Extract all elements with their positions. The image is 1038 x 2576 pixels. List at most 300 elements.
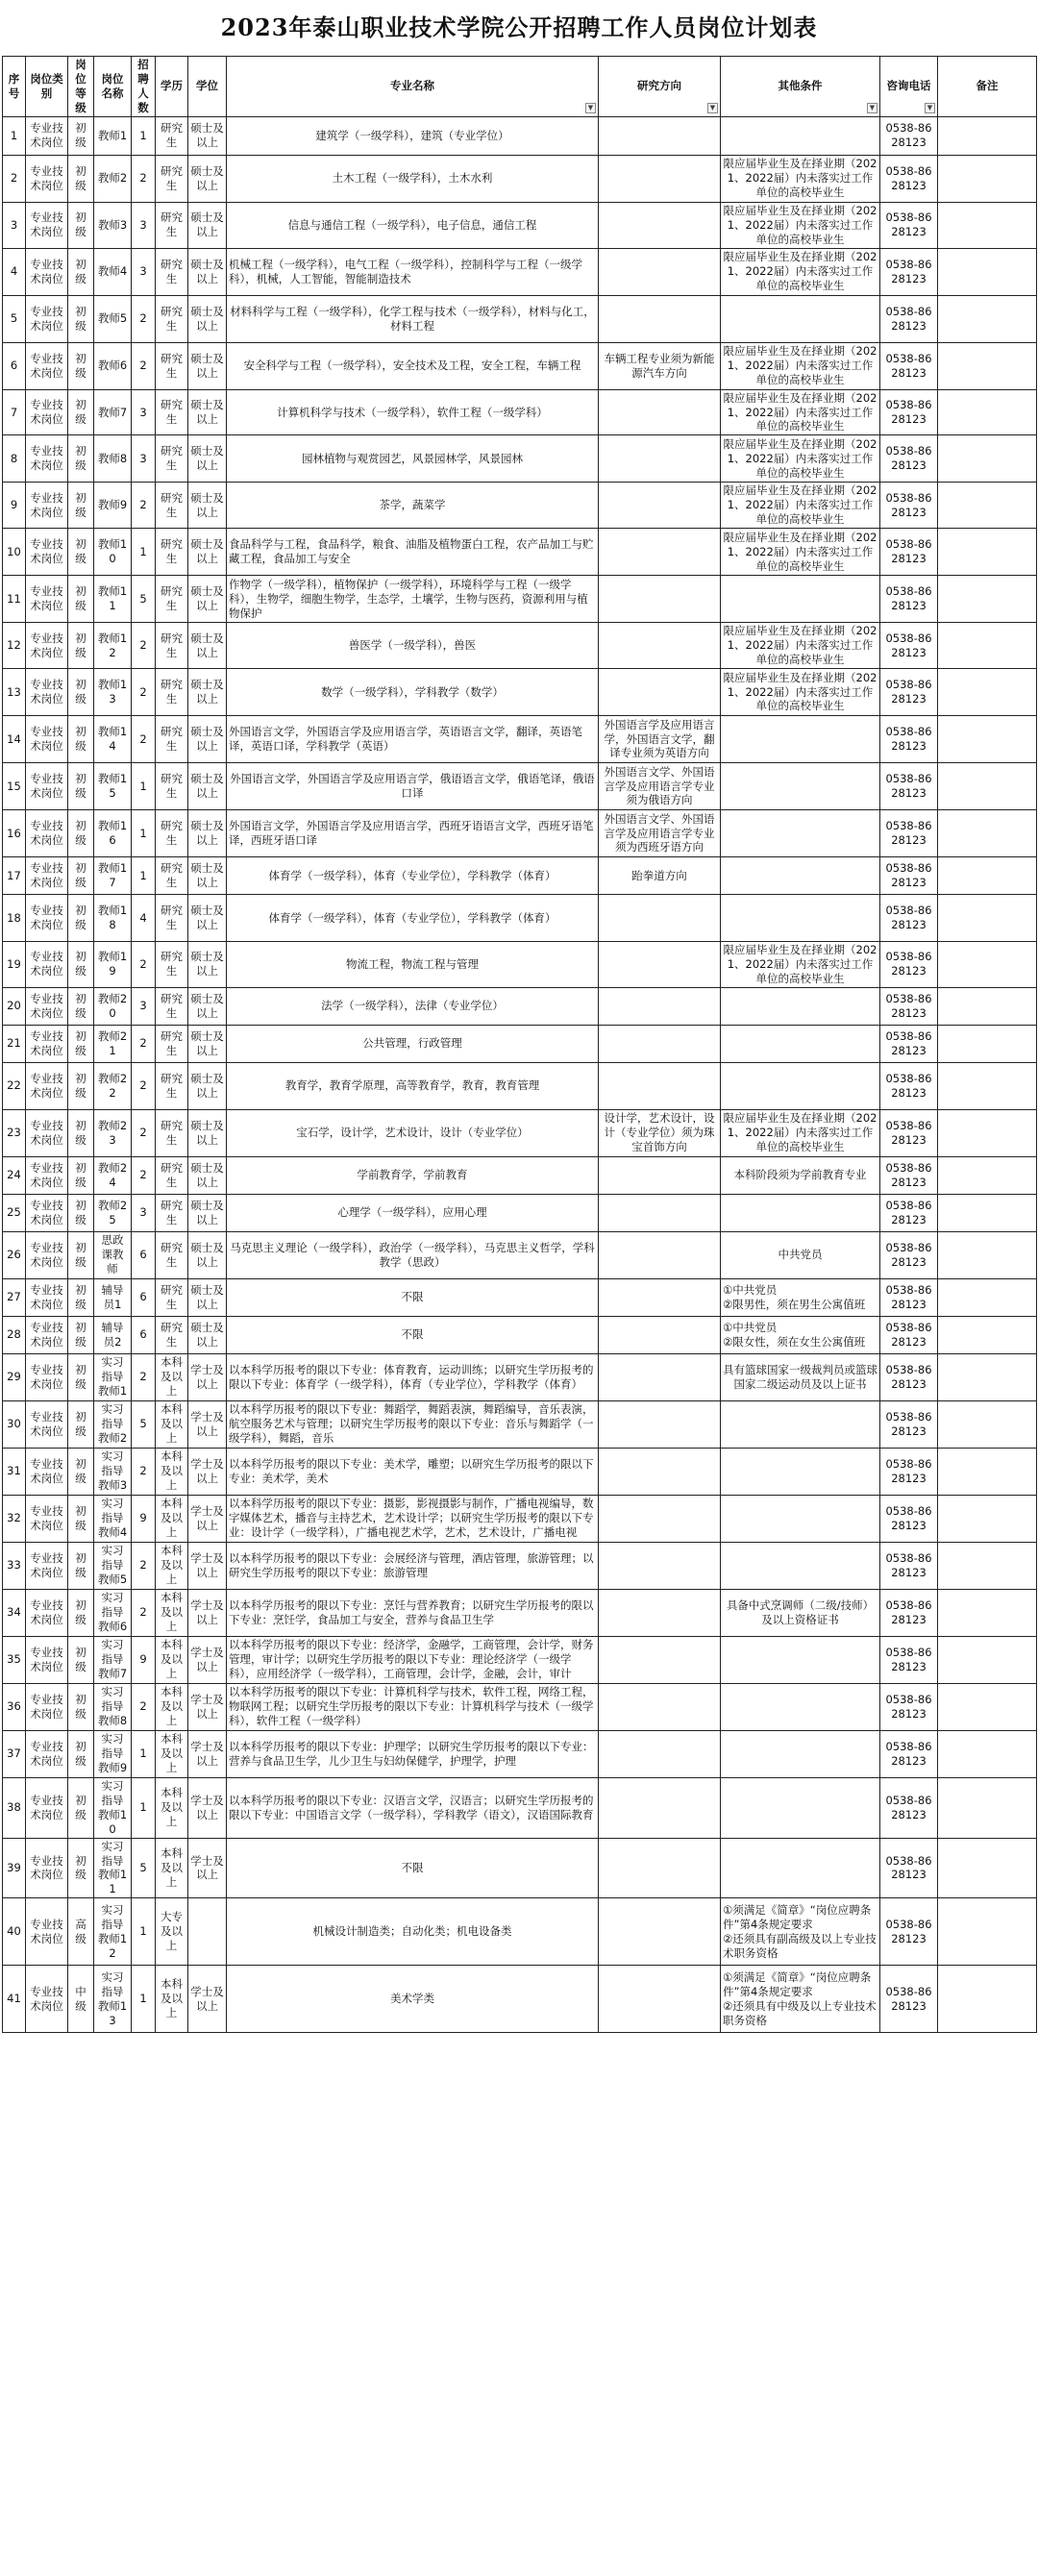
col-research-cell bbox=[599, 202, 721, 248]
col-other-cell bbox=[721, 1025, 880, 1062]
col-count-cell: 3 bbox=[132, 1194, 156, 1231]
col-category-cell: 专业技术岗位 bbox=[26, 1194, 68, 1231]
col-remark-cell bbox=[938, 1025, 1037, 1062]
col-category-cell: 专业技术岗位 bbox=[26, 895, 68, 942]
col-degree-cell: 硕士及以上 bbox=[188, 1316, 227, 1353]
filter-dropdown-icon[interactable]: ▼ bbox=[925, 103, 935, 113]
col-phone-cell: 0538-8628123 bbox=[880, 669, 938, 716]
col-category-cell: 专业技术岗位 bbox=[26, 1542, 68, 1589]
col-count-cell: 1 bbox=[132, 1898, 156, 1966]
col-other-cell: 本科阶段须为学前教育专业 bbox=[721, 1156, 880, 1194]
col-remark-cell bbox=[938, 1542, 1037, 1589]
col-count-cell: 5 bbox=[132, 1400, 156, 1448]
col-remark-cell bbox=[938, 623, 1037, 669]
table-row bbox=[3, 389, 1037, 435]
col-seq-cell: 34 bbox=[3, 1589, 26, 1636]
table-row bbox=[3, 116, 1037, 155]
table-row bbox=[3, 1109, 1037, 1156]
col-remark-cell bbox=[938, 1062, 1037, 1109]
col-education-cell: 研究生 bbox=[156, 576, 188, 623]
col-major-cell: 美术学类 bbox=[227, 1966, 599, 2033]
col-phone-cell: 0538-8628123 bbox=[880, 623, 938, 669]
col-other-cell bbox=[721, 1730, 880, 1777]
col-other-cell: ①中共党员 ②限男性，须在男生公寓值班 bbox=[721, 1278, 880, 1316]
col-degree-cell: 学士及以上 bbox=[188, 1683, 227, 1730]
filter-dropdown-icon[interactable]: ▼ bbox=[585, 103, 596, 113]
col-other-cell: 具备中式烹调师（二级/技师）及以上资格证书 bbox=[721, 1589, 880, 1636]
col-category-cell: 专业技术岗位 bbox=[26, 1025, 68, 1062]
col-other-cell bbox=[721, 1194, 880, 1231]
col-remark-cell bbox=[938, 763, 1037, 810]
col-phone-cell: 0538-8628123 bbox=[880, 1636, 938, 1683]
col-count-cell: 2 bbox=[132, 1156, 156, 1194]
col-remark-cell bbox=[938, 155, 1037, 202]
col-phone-cell: 0538-8628123 bbox=[880, 389, 938, 435]
col-position-cell: 教师6 bbox=[94, 342, 132, 389]
col-position-cell: 实习指导教师8 bbox=[94, 1683, 132, 1730]
table-row bbox=[3, 1838, 1037, 1898]
col-major-cell: 数学（一级学科），学科教学（数学） bbox=[227, 669, 599, 716]
table-row bbox=[3, 716, 1037, 763]
col-count-cell: 4 bbox=[132, 895, 156, 942]
col-phone-cell: 0538-8628123 bbox=[880, 1156, 938, 1194]
col-position-cell: 辅导员2 bbox=[94, 1316, 132, 1353]
col-other-cell: 中共党员 bbox=[721, 1231, 880, 1278]
col-degree-cell: 硕士及以上 bbox=[188, 895, 227, 942]
col-education-cell: 研究生 bbox=[156, 295, 188, 342]
table-row bbox=[3, 1231, 1037, 1278]
col-education-cell: 研究生 bbox=[156, 1278, 188, 1316]
col-position-cell: 教师16 bbox=[94, 810, 132, 857]
col-education-cell: 本科及以上 bbox=[156, 1966, 188, 2033]
col-research-cell bbox=[599, 1278, 721, 1316]
col-level-cell: 初级 bbox=[68, 1316, 94, 1353]
col-remark-cell bbox=[938, 1838, 1037, 1898]
col-count-cell: 2 bbox=[132, 942, 156, 988]
table-row bbox=[3, 857, 1037, 895]
col-level-cell: 初级 bbox=[68, 389, 94, 435]
col-remark-cell bbox=[938, 576, 1037, 623]
col-major-cell: 建筑学（一级学科），建筑（专业学位） bbox=[227, 116, 599, 155]
col-research-cell bbox=[599, 623, 721, 669]
col-category-cell: 专业技术岗位 bbox=[26, 116, 68, 155]
col-education-cell: 研究生 bbox=[156, 1194, 188, 1231]
table-row bbox=[3, 1062, 1037, 1109]
col-level-cell: 初级 bbox=[68, 1400, 94, 1448]
col-category-cell: 专业技术岗位 bbox=[26, 763, 68, 810]
col-education-cell: 研究生 bbox=[156, 1156, 188, 1194]
col-research-cell bbox=[599, 389, 721, 435]
col-position-cell: 实习指导教师6 bbox=[94, 1589, 132, 1636]
col-phone-cell: 0538-8628123 bbox=[880, 1495, 938, 1542]
col-level-cell: 初级 bbox=[68, 895, 94, 942]
col-education-cell: 本科及以上 bbox=[156, 1353, 188, 1400]
col-seq-cell: 40 bbox=[3, 1898, 26, 1966]
col-seq-cell: 19 bbox=[3, 942, 26, 988]
col-remark-cell bbox=[938, 1231, 1037, 1278]
col-research-cell bbox=[599, 1062, 721, 1109]
col-seq-cell: 31 bbox=[3, 1448, 26, 1495]
col-education-cell: 研究生 bbox=[156, 1025, 188, 1062]
col-phone-cell: 0538-8628123 bbox=[880, 1838, 938, 1898]
col-level-cell: 初级 bbox=[68, 1109, 94, 1156]
col-major-cell: 学前教育学，学前教育 bbox=[227, 1156, 599, 1194]
col-remark-cell bbox=[938, 857, 1037, 895]
table-row bbox=[3, 942, 1037, 988]
col-count-cell: 5 bbox=[132, 576, 156, 623]
col-seq-cell: 14 bbox=[3, 716, 26, 763]
col-major-cell: 材料科学与工程（一级学科），化学工程与技术（一级学科），材料与化工，材料工程 bbox=[227, 295, 599, 342]
col-degree-cell: 学士及以上 bbox=[188, 1400, 227, 1448]
col-education-cell: 本科及以上 bbox=[156, 1448, 188, 1495]
col-research-cell bbox=[599, 155, 721, 202]
col-position-cell: 实习指导教师10 bbox=[94, 1777, 132, 1838]
col-position-cell: 教师17 bbox=[94, 857, 132, 895]
col-position-cell: 教师15 bbox=[94, 763, 132, 810]
col-degree-header: 学位 bbox=[188, 57, 227, 117]
col-major-cell: 以本科学历报考的限以下专业：舞蹈学，舞蹈表演，舞蹈编导，音乐表演，航空服务艺术与管理；以研究生学历报考的限以下专业：音乐与舞蹈学（一级学科），舞蹈，音乐 bbox=[227, 1400, 599, 1448]
col-education-cell: 研究生 bbox=[156, 623, 188, 669]
col-seq-cell: 29 bbox=[3, 1353, 26, 1400]
col-level-cell: 初级 bbox=[68, 1062, 94, 1109]
col-seq-cell: 5 bbox=[3, 295, 26, 342]
col-degree-cell: 学士及以上 bbox=[188, 1353, 227, 1400]
col-phone-cell: 0538-8628123 bbox=[880, 716, 938, 763]
col-degree-cell bbox=[188, 1898, 227, 1966]
col-research-cell bbox=[599, 1156, 721, 1194]
col-phone-cell: 0538-8628123 bbox=[880, 1194, 938, 1231]
col-level-cell: 初级 bbox=[68, 1025, 94, 1062]
col-phone-cell: 0538-8628123 bbox=[880, 1109, 938, 1156]
col-education-cell: 研究生 bbox=[156, 1109, 188, 1156]
col-degree-cell: 硕士及以上 bbox=[188, 1062, 227, 1109]
col-position-cell: 教师2 bbox=[94, 155, 132, 202]
col-seq-cell: 12 bbox=[3, 623, 26, 669]
col-seq-cell: 20 bbox=[3, 987, 26, 1025]
col-other-cell: 具有篮球国家一级裁判员或篮球国家二级运动员及以上证书 bbox=[721, 1353, 880, 1400]
col-count-cell: 2 bbox=[132, 623, 156, 669]
col-seq-cell: 28 bbox=[3, 1316, 26, 1353]
col-major-cell: 体育学（一级学科），体育（专业学位），学科教学（体育） bbox=[227, 857, 599, 895]
col-remark-cell bbox=[938, 987, 1037, 1025]
col-category-cell: 专业技术岗位 bbox=[26, 295, 68, 342]
col-research-cell bbox=[599, 116, 721, 155]
col-remark-cell bbox=[938, 1156, 1037, 1194]
table-row bbox=[3, 155, 1037, 202]
col-count-cell: 1 bbox=[132, 810, 156, 857]
col-position-cell: 教师5 bbox=[94, 295, 132, 342]
col-education-cell: 本科及以上 bbox=[156, 1777, 188, 1838]
col-phone-cell: 0538-8628123 bbox=[880, 342, 938, 389]
table-row bbox=[3, 1448, 1037, 1495]
col-position-cell: 教师7 bbox=[94, 389, 132, 435]
col-level-cell: 初级 bbox=[68, 1838, 94, 1898]
table-row bbox=[3, 483, 1037, 529]
col-position-cell: 教师14 bbox=[94, 716, 132, 763]
col-count-cell: 2 bbox=[132, 669, 156, 716]
col-remark-header: 备注 bbox=[938, 57, 1037, 117]
col-research-cell bbox=[599, 1194, 721, 1231]
col-seq-cell: 30 bbox=[3, 1400, 26, 1448]
col-seq-cell: 41 bbox=[3, 1966, 26, 2033]
col-phone-cell: 0538-8628123 bbox=[880, 202, 938, 248]
col-position-header: 岗位名称 bbox=[94, 57, 132, 117]
recruitment-table bbox=[2, 56, 1037, 2033]
col-category-cell: 专业技术岗位 bbox=[26, 1495, 68, 1542]
col-category-cell: 专业技术岗位 bbox=[26, 248, 68, 295]
col-count-cell: 2 bbox=[132, 1448, 156, 1495]
col-education-cell: 本科及以上 bbox=[156, 1683, 188, 1730]
col-education-cell: 研究生 bbox=[156, 483, 188, 529]
col-phone-cell: 0538-8628123 bbox=[880, 1448, 938, 1495]
col-other-cell bbox=[721, 295, 880, 342]
table-row bbox=[3, 1636, 1037, 1683]
col-seq-cell: 10 bbox=[3, 529, 26, 576]
col-remark-cell bbox=[938, 342, 1037, 389]
col-category-cell: 专业技术岗位 bbox=[26, 1062, 68, 1109]
col-category-cell: 专业技术岗位 bbox=[26, 1898, 68, 1966]
col-level-cell: 初级 bbox=[68, 1589, 94, 1636]
col-seq-cell: 36 bbox=[3, 1683, 26, 1730]
col-position-cell: 教师24 bbox=[94, 1156, 132, 1194]
col-phone-cell: 0538-8628123 bbox=[880, 1683, 938, 1730]
col-category-cell: 专业技术岗位 bbox=[26, 623, 68, 669]
col-level-cell: 初级 bbox=[68, 295, 94, 342]
col-other-cell bbox=[721, 1777, 880, 1838]
table-row bbox=[3, 1542, 1037, 1589]
col-education-cell: 研究生 bbox=[156, 987, 188, 1025]
col-research-cell bbox=[599, 1636, 721, 1683]
col-level-cell: 初级 bbox=[68, 1495, 94, 1542]
col-major-cell: 作物学（一级学科），植物保护（一级学科），环境科学与工程（一级学科），生物学，细胞生物学，生态学，土壤学，生物与医药，资源利用与植物保护 bbox=[227, 576, 599, 623]
col-degree-cell: 硕士及以上 bbox=[188, 483, 227, 529]
col-education-cell: 研究生 bbox=[156, 1316, 188, 1353]
col-major-header[interactable]: 专业名称 ▼ bbox=[227, 57, 599, 117]
col-other-cell: 限应届毕业生及在择业期（2021、2022届）内未落实过工作单位的高校毕业生 bbox=[721, 342, 880, 389]
col-seq-cell: 7 bbox=[3, 389, 26, 435]
col-position-cell: 教师22 bbox=[94, 1062, 132, 1109]
col-phone-cell: 0538-8628123 bbox=[880, 1966, 938, 2033]
col-major-cell: 土木工程（一级学科），土木水利 bbox=[227, 155, 599, 202]
col-research-cell bbox=[599, 1316, 721, 1353]
col-seq-cell: 26 bbox=[3, 1231, 26, 1278]
col-level-cell: 初级 bbox=[68, 669, 94, 716]
col-count-cell: 2 bbox=[132, 1109, 156, 1156]
col-education-cell: 研究生 bbox=[156, 763, 188, 810]
col-degree-cell: 学士及以上 bbox=[188, 1542, 227, 1589]
col-category-cell: 专业技术岗位 bbox=[26, 1400, 68, 1448]
col-other-cell bbox=[721, 763, 880, 810]
col-phone-cell: 0538-8628123 bbox=[880, 295, 938, 342]
col-major-cell: 不限 bbox=[227, 1838, 599, 1898]
col-count-cell: 1 bbox=[132, 1730, 156, 1777]
col-remark-cell bbox=[938, 1966, 1037, 2033]
col-category-header: 岗位类别 bbox=[26, 57, 68, 117]
col-education-cell: 研究生 bbox=[156, 435, 188, 483]
col-remark-cell bbox=[938, 202, 1037, 248]
col-research-cell bbox=[599, 895, 721, 942]
col-position-cell: 教师1 bbox=[94, 116, 132, 155]
page-title: 2023年泰山职业技术学院公开招聘工作人员岗位计划表 bbox=[220, 13, 818, 41]
col-category-cell: 专业技术岗位 bbox=[26, 1636, 68, 1683]
table-row bbox=[3, 1278, 1037, 1316]
table-row bbox=[3, 1966, 1037, 2033]
col-phone-cell: 0538-8628123 bbox=[880, 987, 938, 1025]
col-seq-cell: 11 bbox=[3, 576, 26, 623]
table-row bbox=[3, 1898, 1037, 1966]
col-remark-cell bbox=[938, 248, 1037, 295]
col-other-cell bbox=[721, 1683, 880, 1730]
col-phone-cell: 0538-8628123 bbox=[880, 1542, 938, 1589]
col-position-cell: 教师10 bbox=[94, 529, 132, 576]
col-position-cell: 教师11 bbox=[94, 576, 132, 623]
col-degree-cell: 硕士及以上 bbox=[188, 1278, 227, 1316]
col-category-cell: 专业技术岗位 bbox=[26, 435, 68, 483]
col-remark-cell bbox=[938, 435, 1037, 483]
col-position-cell: 实习指导教师9 bbox=[94, 1730, 132, 1777]
col-level-cell: 初级 bbox=[68, 716, 94, 763]
col-degree-cell: 硕士及以上 bbox=[188, 529, 227, 576]
col-other-cell: 限应届毕业生及在择业期（2021、2022届）内未落实过工作单位的高校毕业生 bbox=[721, 669, 880, 716]
col-other-cell bbox=[721, 1495, 880, 1542]
col-seq-header: 序号 bbox=[3, 57, 26, 117]
header-row bbox=[3, 57, 1037, 117]
col-phone-cell: 0538-8628123 bbox=[880, 763, 938, 810]
col-degree-cell: 硕士及以上 bbox=[188, 576, 227, 623]
col-education-cell: 本科及以上 bbox=[156, 1838, 188, 1898]
col-level-cell: 初级 bbox=[68, 1194, 94, 1231]
col-position-cell: 实习指导教师13 bbox=[94, 1966, 132, 2033]
col-phone-cell: 0538-8628123 bbox=[880, 248, 938, 295]
col-research-header[interactable]: 研究方向 ▼ bbox=[599, 57, 721, 117]
col-category-cell: 专业技术岗位 bbox=[26, 810, 68, 857]
col-phone-cell: 0538-8628123 bbox=[880, 895, 938, 942]
col-count-cell: 2 bbox=[132, 1025, 156, 1062]
col-position-cell: 教师12 bbox=[94, 623, 132, 669]
col-degree-cell: 硕士及以上 bbox=[188, 623, 227, 669]
table-row bbox=[3, 1316, 1037, 1353]
col-position-cell: 教师21 bbox=[94, 1025, 132, 1062]
col-phone-header[interactable]: 咨询电话 ▼ bbox=[880, 57, 938, 117]
table-row bbox=[3, 669, 1037, 716]
col-major-cell: 以本科学历报考的限以下专业：计算机科学与技术，软件工程，网络工程，物联网工程；以研究生学历报考的限以下专业：计算机科学与技术（一级学科），软件工程（一级学科） bbox=[227, 1683, 599, 1730]
col-major-cell: 信息与通信工程（一级学科），电子信息，通信工程 bbox=[227, 202, 599, 248]
col-research-cell bbox=[599, 248, 721, 295]
col-major-cell: 马克思主义理论（一级学科），政治学（一级学科），马克思主义哲学，学科教学（思政） bbox=[227, 1231, 599, 1278]
col-research-cell bbox=[599, 576, 721, 623]
col-major-cell: 园林植物与观赏园艺，风景园林学，风景园林 bbox=[227, 435, 599, 483]
col-phone-cell: 0538-8628123 bbox=[880, 1316, 938, 1353]
col-remark-cell bbox=[938, 942, 1037, 988]
col-degree-cell: 硕士及以上 bbox=[188, 155, 227, 202]
col-major-cell: 机械工程（一级学科），电气工程（一级学科），控制科学与工程（一级学科），机械，人工智能，智能制造技术 bbox=[227, 248, 599, 295]
col-position-cell: 实习指导教师2 bbox=[94, 1400, 132, 1448]
col-position-cell: 教师8 bbox=[94, 435, 132, 483]
col-other-cell bbox=[721, 576, 880, 623]
table-row bbox=[3, 1589, 1037, 1636]
col-remark-cell bbox=[938, 1495, 1037, 1542]
col-level-cell: 初级 bbox=[68, 576, 94, 623]
filter-dropdown-icon[interactable]: ▼ bbox=[707, 103, 718, 113]
col-other-cell: ①中共党员 ②限女性，须在女生公寓值班 bbox=[721, 1316, 880, 1353]
col-education-cell: 研究生 bbox=[156, 895, 188, 942]
col-degree-cell: 硕士及以上 bbox=[188, 987, 227, 1025]
col-category-cell: 专业技术岗位 bbox=[26, 1109, 68, 1156]
col-research-cell: 外国语言学及应用语言学，外国语言文学，翻译专业须为英语方向 bbox=[599, 716, 721, 763]
col-degree-cell: 硕士及以上 bbox=[188, 1156, 227, 1194]
col-research-cell bbox=[599, 1400, 721, 1448]
col-degree-cell: 硕士及以上 bbox=[188, 1194, 227, 1231]
col-category-cell: 专业技术岗位 bbox=[26, 1838, 68, 1898]
col-count-cell: 2 bbox=[132, 1542, 156, 1589]
col-degree-cell: 学士及以上 bbox=[188, 1730, 227, 1777]
col-category-cell: 专业技术岗位 bbox=[26, 483, 68, 529]
col-major-cell: 外国语言文学，外国语言学及应用语言学，英语语言文学，翻译，英语笔译，英语口译，学科教学（英语） bbox=[227, 716, 599, 763]
col-position-cell: 教师4 bbox=[94, 248, 132, 295]
col-level-cell: 初级 bbox=[68, 942, 94, 988]
col-research-cell bbox=[599, 669, 721, 716]
col-seq-cell: 25 bbox=[3, 1194, 26, 1231]
col-research-cell bbox=[599, 435, 721, 483]
col-category-cell: 专业技术岗位 bbox=[26, 857, 68, 895]
col-level-cell: 初级 bbox=[68, 1353, 94, 1400]
col-level-cell: 初级 bbox=[68, 1278, 94, 1316]
col-major-cell: 茶学，蔬菜学 bbox=[227, 483, 599, 529]
col-level-header: 岗位等级 bbox=[68, 57, 94, 117]
table-row bbox=[3, 1683, 1037, 1730]
col-remark-cell bbox=[938, 716, 1037, 763]
col-seq-cell: 27 bbox=[3, 1278, 26, 1316]
col-count-cell: 1 bbox=[132, 529, 156, 576]
col-research-cell bbox=[599, 942, 721, 988]
col-major-cell: 物流工程，物流工程与管理 bbox=[227, 942, 599, 988]
col-research-cell bbox=[599, 1542, 721, 1589]
col-position-cell: 教师13 bbox=[94, 669, 132, 716]
filter-dropdown-icon[interactable]: ▼ bbox=[867, 103, 877, 113]
col-other-cell: 限应届毕业生及在择业期（2021、2022届）内未落实过工作单位的高校毕业生 bbox=[721, 155, 880, 202]
col-category-cell: 专业技术岗位 bbox=[26, 529, 68, 576]
col-level-cell: 中级 bbox=[68, 1966, 94, 2033]
col-other-cell: ①须满足《简章》“岗位应聘条件”第4条规定要求 ②还须具有副高级及以上专业技术职务资格 bbox=[721, 1898, 880, 1966]
col-education-cell: 研究生 bbox=[156, 342, 188, 389]
col-degree-cell: 学士及以上 bbox=[188, 1777, 227, 1838]
col-degree-cell: 硕士及以上 bbox=[188, 248, 227, 295]
col-major-cell: 安全科学与工程（一级学科），安全技术及工程，安全工程，车辆工程 bbox=[227, 342, 599, 389]
col-level-cell: 初级 bbox=[68, 857, 94, 895]
col-major-cell: 兽医学（一级学科），兽医 bbox=[227, 623, 599, 669]
col-position-cell: 实习指导教师12 bbox=[94, 1898, 132, 1966]
col-other-cell: 限应届毕业生及在择业期（2021、2022届）内未落实过工作单位的高校毕业生 bbox=[721, 623, 880, 669]
col-phone-cell: 0538-8628123 bbox=[880, 483, 938, 529]
col-degree-cell: 学士及以上 bbox=[188, 1448, 227, 1495]
col-remark-cell bbox=[938, 1636, 1037, 1683]
col-seq-cell: 8 bbox=[3, 435, 26, 483]
table-row bbox=[3, 295, 1037, 342]
col-degree-cell: 学士及以上 bbox=[188, 1495, 227, 1542]
col-degree-cell: 硕士及以上 bbox=[188, 202, 227, 248]
col-other-cell: ①须满足《简章》“岗位应聘条件”第4条规定要求 ②还须具有中级及以上专业技术职务资格 bbox=[721, 1966, 880, 2033]
col-degree-cell: 硕士及以上 bbox=[188, 716, 227, 763]
col-education-cell: 研究生 bbox=[156, 202, 188, 248]
col-level-cell: 初级 bbox=[68, 202, 94, 248]
col-position-cell: 教师25 bbox=[94, 1194, 132, 1231]
col-seq-cell: 3 bbox=[3, 202, 26, 248]
col-count-cell: 2 bbox=[132, 1353, 156, 1400]
col-other-header[interactable]: 其他条件 ▼ bbox=[721, 57, 880, 117]
col-position-cell: 实习指导教师7 bbox=[94, 1636, 132, 1683]
col-major-cell: 体育学（一级学科），体育（专业学位），学科教学（体育） bbox=[227, 895, 599, 942]
col-position-cell: 教师9 bbox=[94, 483, 132, 529]
